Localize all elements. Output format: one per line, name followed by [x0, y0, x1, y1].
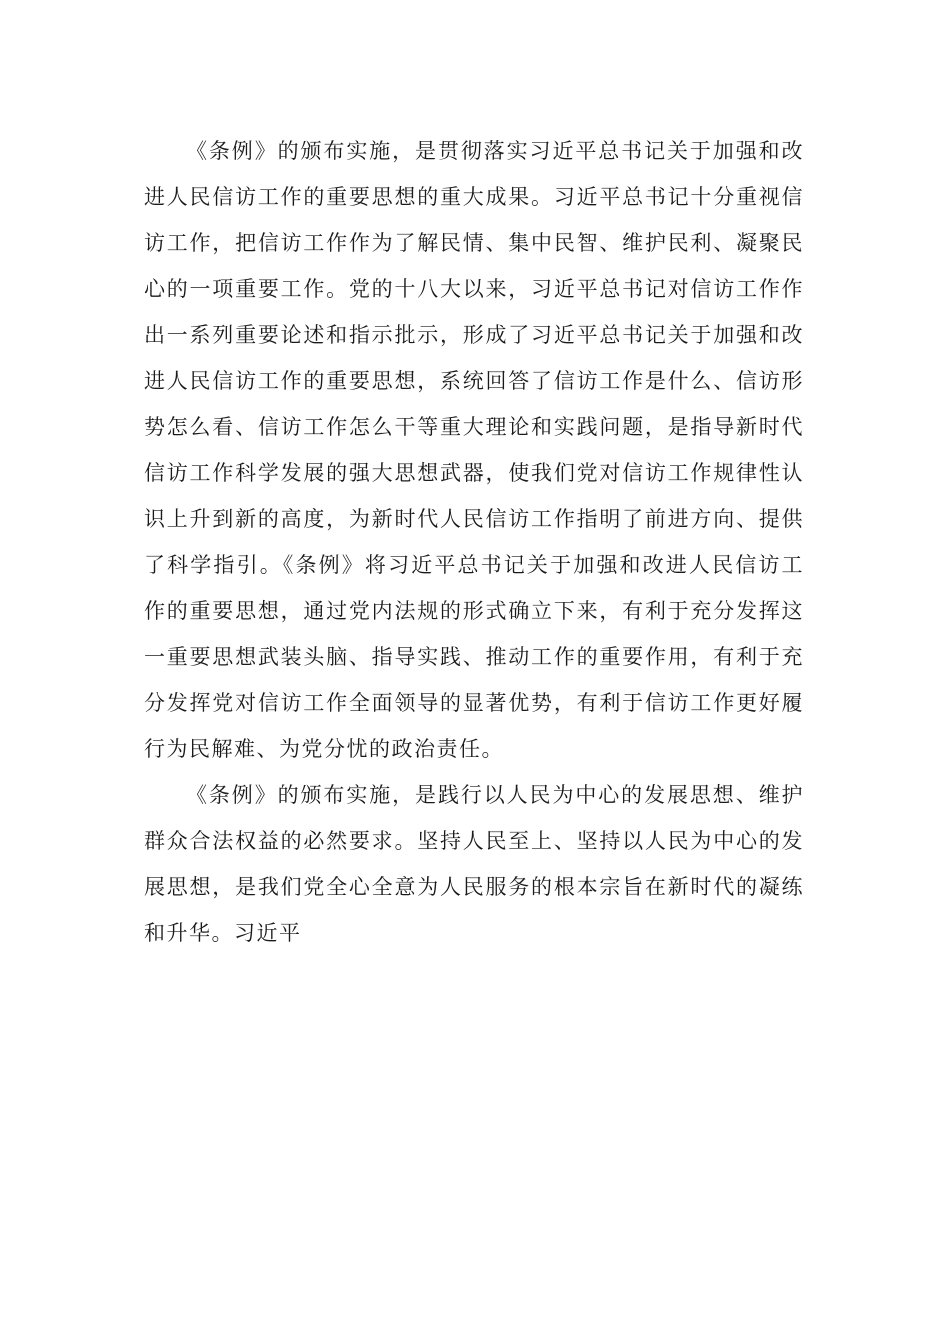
document-body: [144, 128, 804, 956]
paragraph-1: 《条例》的颁布实施，是贯彻落实习近平总书记关于加强和改进人民信访工作的重要思想的重大成果。习近平总书记十分重视信访工作，把信访工作作为了解民情、集中民智、维护民利、凝聚民心的一项重要工作。党的十八大以来，习近平总书记对信访工作作出一系列重要论述和指示批示，形成了习近平总书记关于加强和改进人民信访工作的重要思想，系统回答了信访工作是什么、信访形势怎么看、信访工作怎么干等重大理论和实践问题，是指导新时代信访工作科学发展的强大思想武器，使我们党对信访工作规律性认识上升到新的高度，为新时代人民信访工作指明了前进方向、提供了科学指引。《条例》将习近平总书记关于加强和改进人民信访工作的重要思想，通过党内法规的形式确立下来，有利于充分发挥这一重要思想武装头脑、指导实践、推动工作的重要作用，有利于充分发挥党对信访工作全面领导的显著优势，有利于信访工作更好履行为民解难、为党分忧的政治责任。: [144, 139, 804, 761]
paragraph-2: 《条例》的颁布实施，是践行以人民为中心的发展思想、维护群众合法权益的必然要求。坚持人民至上、坚持以人民为中心的发展思想，是我们党全心全意为人民服务的根本宗旨在新时代的凝练和升华。习近平: [144, 783, 804, 945]
